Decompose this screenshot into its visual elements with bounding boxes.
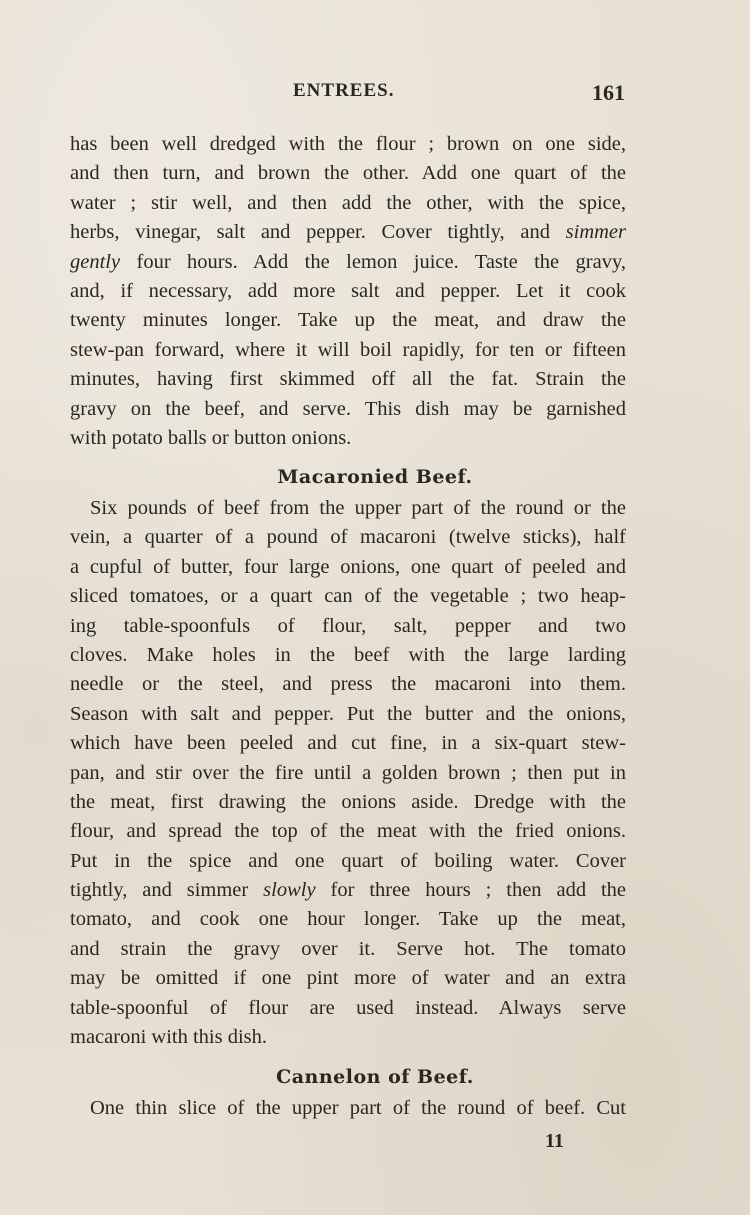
text-line: One thin slice of the upper part of the round of beef. Cut: [90, 1097, 626, 1119]
text-line: [70, 218, 626, 247]
text-line: has been well dredged with the flour ; brown on one side,: [70, 133, 626, 155]
italic-word: gently: [70, 250, 121, 273]
italic-word: simmer: [565, 221, 626, 244]
text-line: flour, and spread the top of the meat with the fried onions.: [70, 820, 626, 843]
text-line: gravy on the beef, and serve. This dish may be garnished: [70, 397, 626, 420]
running-title: ENTREES.: [293, 80, 395, 101]
italic-word: slowly: [263, 879, 316, 902]
text-line: and then turn, and brown the other. Add one quart of the: [70, 162, 626, 185]
text-line: needle or the steel, and press the macaroni into them.: [70, 673, 626, 696]
text-line: Put in the spice and one quart of boiling water. Cover: [70, 849, 626, 872]
text-line: twenty minutes longer. Take up the meat, and draw the: [70, 309, 626, 332]
text-line: cloves. Make holes in the beef with the large larding: [70, 643, 626, 666]
section-heading: Cannelon of Beef.: [276, 1066, 474, 1088]
text-line: [70, 876, 626, 905]
text-line: Season with salt and pepper. Put the butter and the onions,: [70, 702, 626, 725]
text-line: and, if necessary, add more salt and pepper. Let it cook: [70, 279, 626, 302]
text-line: ing table-spoonfuls of flour, salt, pepper and two: [70, 614, 626, 637]
text-line: water ; stir well, and then add the other, with the spice,: [70, 191, 626, 214]
paragraph-continuation: [70, 130, 626, 453]
paragraph-macaronied-beef: [70, 494, 626, 1052]
text-line: which have been peeled and cut fine, in a six-quart stew-: [70, 732, 626, 755]
text-line: [70, 248, 626, 277]
text-line: sliced tomatoes, or a quart can of the vegetable ; two heap-: [70, 585, 626, 608]
paragraph-cannelon-of-beef: [70, 1094, 626, 1123]
text-line: the meat, first drawing the onions aside. Dredge with the: [70, 790, 626, 813]
line-text: for three hours ; then add the: [330, 879, 627, 902]
running-head: [0, 80, 750, 110]
page-number: 161: [592, 80, 625, 105]
text-line: table-spoonful of flour are used instead. Always serve: [70, 996, 626, 1019]
text-line: and strain the gravy over it. Serve hot. The tomato: [70, 937, 626, 960]
text-line: Six pounds of beef from the upper part of the round or the: [90, 497, 626, 519]
section-heading: Macaronied Beef.: [277, 466, 473, 488]
text-line: may be omitted if one pint more of water and an extra: [70, 967, 626, 990]
line-text: herbs, vinegar, salt and pepper. Cover tightly, and: [70, 221, 550, 244]
text-line: stew-pan forward, where it will boil rapidly, for ten or fifteen: [70, 338, 626, 361]
line-text: four hours. Add the lemon juice. Taste the gravy,: [136, 250, 626, 273]
text-line: tomato, and cook one hour longer. Take up the meat,: [70, 908, 626, 931]
text-line: vein, a quarter of a pound of macaroni (twelve sticks), half: [70, 526, 626, 549]
text-line: pan, and stir over the fire until a golden brown ; then put in: [70, 761, 626, 784]
text-line: a cupful of butter, four large onions, one quart of peeled and: [70, 555, 626, 578]
text-line: macaroni with this dish.: [70, 1026, 268, 1049]
line-text: tightly, and simmer: [70, 879, 249, 902]
text-line: minutes, having first skimmed off all the fat. Strain the: [70, 368, 626, 391]
text-line: with potato balls or button onions.: [70, 426, 352, 449]
signature-mark: 11: [545, 1130, 564, 1152]
